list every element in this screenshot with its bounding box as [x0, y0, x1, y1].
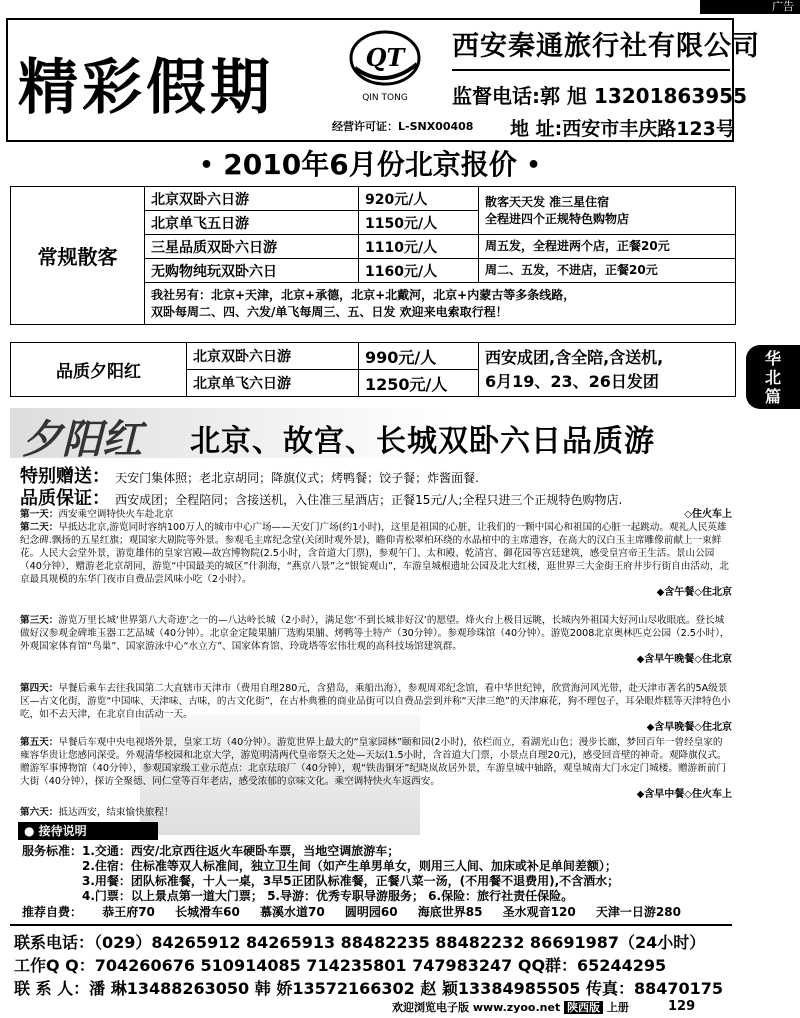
contact-phone: 联系电话：（029）84265912 84265913 88482235 88482232 86691987（24小时） [14, 933, 706, 952]
day-label: 第一天： [20, 509, 59, 520]
quality-row [20, 484, 732, 510]
sunset-note-line: 6月19、23、26日发团 [485, 371, 659, 391]
route-name: 无购物纯玩双卧六日 [145, 259, 359, 283]
brand-title: 精彩假期 [18, 53, 274, 123]
regular-group-label: 常规散客 [11, 187, 145, 325]
recommend-item: 圆明园60 [344, 905, 398, 919]
quality-text: 西安成团；全程陪同；含接送机，入住准三星酒店；正餐15元/人;全程只进三个正规特色购物店. [115, 493, 623, 507]
itinerary-day-3 [20, 614, 732, 665]
service-line: 服务标准：1.交通：西安/北京西往返火车硬卧车票，当地空调旅游车； [22, 844, 400, 858]
route-note: 周五发，全程进两个店，正餐20元 [479, 235, 736, 259]
recommend-row [22, 903, 697, 920]
recommend-item: 恭王府70 [102, 905, 155, 919]
route-name: 北京单飞五日游 [145, 211, 359, 235]
sunset-note-line: 西安成团,含全陪,含送机, [485, 347, 664, 367]
itinerary-day-5 [20, 736, 732, 800]
company-address: 地 址:西安市丰庆路123号 [510, 118, 735, 140]
bullet-icon: • [199, 153, 214, 178]
day-label: 第五天： [20, 737, 59, 748]
day-label: 第三天： [20, 615, 59, 626]
route-price: 1160元/人 [359, 259, 479, 283]
route-name: 三星品质双卧六日游 [145, 235, 359, 259]
footer-site: 欢迎浏览电子版 www.zyoo.net [392, 1001, 561, 1014]
itinerary-day-2 [20, 521, 732, 598]
regular-extra-line: 我社另有：北京+天津，北京+承德，北京+北戴河，北京+内蒙古等多条线路， [151, 287, 576, 302]
day-text: 游览万里长城‘世界第八大奇迹’之一的—八达岭长城（2小时），满足您‘不到长城非好汉’的愿望。烽火台上极目远眺，长城内外祖国大好河山尽收眼底。登长城做好汉参观金碑堆玉器工艺品城（40分钟）。北京金定陵果脯厂选购果脯、烤鸭等土特产（30分钟）。参观珍珠馆（40分钟）。游览2008北京奥林匹克公园（2.5小时），外观国家体育馆“鸟巢”、国家游泳中心“水立方”、国家体育馆、玲珑塔等宏伟壮观的高科技场馆建筑群。 [20, 615, 730, 652]
itinerary-day-6 [20, 806, 732, 819]
service-line: 4.门票：以上景点第一道大门票； 5.导游：优秀专职导游服务； 6.保险：旅行社责任保险。 [22, 889, 574, 903]
header-divider [452, 69, 730, 71]
regular-price-table [10, 186, 736, 325]
sunset-price-table [10, 342, 736, 397]
route-price: 1110元/人 [359, 235, 479, 259]
footer-volume: 上册 [606, 1001, 629, 1014]
recommend-item: 慕溪水道70 [259, 905, 325, 919]
day-text: 早抵达北京,游览同时容纳100万人的城市中心广场——天安门广场(约1小时)，这里是祖国的心脏，让我们的一颗中国心和祖国的心脏一起跳动。观礼人民英雄纪念碑.飘扬的五星红旗；观国家大剧院等外景。参观毛主席纪念堂(关闭时观外景)，瞻仰青松翠柏环绕的水晶棺中的主席遗容，在高大的汉白玉主席雕像前献上一束鲜花。人民大会堂外景，游览雄伟的皇家宫殿—故宫博物院(2.5小时，含首道大门票)，参观午门、太和殿、乾清宫、御花园等宫廷建筑，感受皇宫帝王生活。景山公园（40分钟），赠游老北京胡同，游览“中国最美的城区”什刹海，“燕京八景”之“银锭观山”，车游皇城根遗址公园及北大红楼，逛世界三大金街王府井步行街自由活动，北京最具规模的东华门夜市自费品尝风味小吃（2小时）。 [20, 522, 729, 585]
service-line: 3.用餐：团队标准餐，十人一桌，3早5正团队标准餐，正餐八菜一汤，(不用餐不退费用),不含酒水； [22, 874, 620, 888]
price-title-text: 2010年6月份北京报价 [223, 148, 517, 181]
contact-qq: 工作Q Q：704260676 510914085 714235801 747983247 QQ群：65244295 [14, 956, 667, 975]
route-name: 北京双卧六日游 [145, 187, 359, 211]
route-price: 920元/人 [359, 187, 479, 211]
day-label: 第二天： [20, 522, 59, 533]
regular-extra [145, 283, 736, 325]
recommend-item: 长城滑车60 [175, 905, 240, 919]
quality-label: 品质保证： [20, 488, 110, 509]
route-price: 1150元/人 [359, 211, 479, 235]
recommend-item: 海底世界85 [417, 905, 483, 919]
regular-note-line: 散客天天发 准三星住宿 [485, 194, 610, 209]
footer-edition: 陕西版 [564, 1001, 603, 1014]
contact-divider [10, 924, 732, 926]
regular-extra-line: 双卧每周二、四、六发/单飞每周三、五、日发 欢迎来电索取行程！ [151, 304, 508, 319]
contact-persons: 联 系 人：潘 琳13488263050 韩 娇13572166302 赵 颖13384985505 传真：88470175 [14, 979, 724, 998]
recommend-item: 圣水观音120 [502, 905, 576, 919]
tour-script-logo: 夕阳红 [22, 416, 142, 463]
day-meal: ◆含早中餐◇住火车上 [636, 789, 732, 800]
logo-letters: QT [365, 43, 405, 72]
day-meal: ◇住火车上 [684, 509, 732, 520]
regular-note [479, 187, 736, 235]
logo-subtitle: QIN TONG [362, 93, 408, 103]
itinerary-day-1 [20, 508, 732, 521]
route-price: 1250元/人 [359, 370, 479, 397]
day-meal: ◆含午餐◇住北京 [656, 587, 732, 598]
day-text: 早餐后乘车去往我国第二大直辖市天津市（费用自理280元，含猎岛，乘船出海），参观周邓纪念馆，看中华世纪钟，欣赏海河风光带，赴天津市著名的5A级景区—古文化街，游览“中国味、天津味、古味，的古文化街”，在古朴典雅的商业品街可以自费品尝到并称“天津三绝”的天津麻花，狗不理包子，耳朵眼炸糕等天津特色小吃，如不去天津，在北京自由活动一天。 [20, 683, 731, 720]
supervision-hotline: 监督电话:郭 旭 13201863955 [452, 84, 747, 108]
price-title [6, 146, 734, 184]
service-line: 2.住宿：住标准等双人标准间，独立卫生间（如产生单男单女，则用三人间、加床或补足单间差额）； [22, 859, 617, 873]
recommend-label: 推荐自费： [22, 905, 83, 919]
service-header: ● 接待说明 [18, 822, 158, 840]
route-price: 990元/人 [359, 343, 479, 370]
itinerary-day-4 [20, 682, 732, 733]
region-tab [746, 345, 800, 409]
sunset-group-label: 品质夕阳红 [11, 343, 187, 397]
region-tab-text: 华北篇 [764, 349, 781, 406]
recommend-item: 天津一日游280 [595, 905, 681, 919]
footer [392, 999, 629, 1015]
day-text: 抵达西安，结束愉快旅程！ [58, 807, 174, 818]
day-label: 第四天： [20, 683, 59, 694]
company-name: 西安秦通旅行社有限公司 [452, 31, 760, 62]
route-name: 北京双卧六日游 [187, 343, 359, 370]
day-meal: ◆含早午晚餐◇住北京 [636, 654, 732, 665]
day-text: 西安乘空调特快火车赴北京 [58, 509, 174, 520]
tour-title: 北京、故宫、长城双卧六日品质游 [190, 424, 655, 459]
day-text: 早餐后车观中央电视塔外景，皇家工坊（40分钟）。游览世界上最大的“皇家园林”颐和园(2小时)，依栏而立，看湖光山色；漫步长廊，梦回百年一曾经皇家的雍容华贵让您感同深受。外观清华校园和北京大学，游览明清两代皇帝祭天之处—天坛(1.5小时，含首道大门票，小景点自理20元)，感受回音壁的神奇。观降旗仪式。赠游军事博物馆（40分钟），参观国家级工业示范点：北京珐琅厂（40分钟），观“铁齿铜牙”纪晓岚故居外景，车游皇城中轴路，观皇城南大门永定门城楼。赠游新前门大街（40分钟），探访全聚德、同仁堂等百年老店，感受浓郁的京味文化。乘空调特快火车返西安。 [20, 737, 727, 787]
regular-note-line: 全程进四个正规特色购物店 [485, 211, 630, 226]
ad-tag: 广告 [700, 0, 800, 14]
gift-label: 特别赠送： [20, 466, 110, 487]
day-label: 第六天： [20, 807, 59, 818]
bullet-icon: • [526, 153, 541, 178]
sunset-note [479, 343, 736, 397]
route-name: 北京单飞六日游 [187, 370, 359, 397]
company-logo-icon [345, 28, 425, 104]
day-meal: ◆含早晚餐◇住北京 [646, 722, 732, 733]
page-number: 129 [668, 999, 696, 1014]
gift-text: 天安门集体照；老北京胡同；降旗仪式；烤鸭餐；饺子餐；炸酱面餐. [115, 471, 479, 485]
route-note: 周二、五发，不进店，正餐20元 [479, 259, 736, 283]
license-number: 经营许可证：L-SNX00408 [332, 120, 474, 133]
